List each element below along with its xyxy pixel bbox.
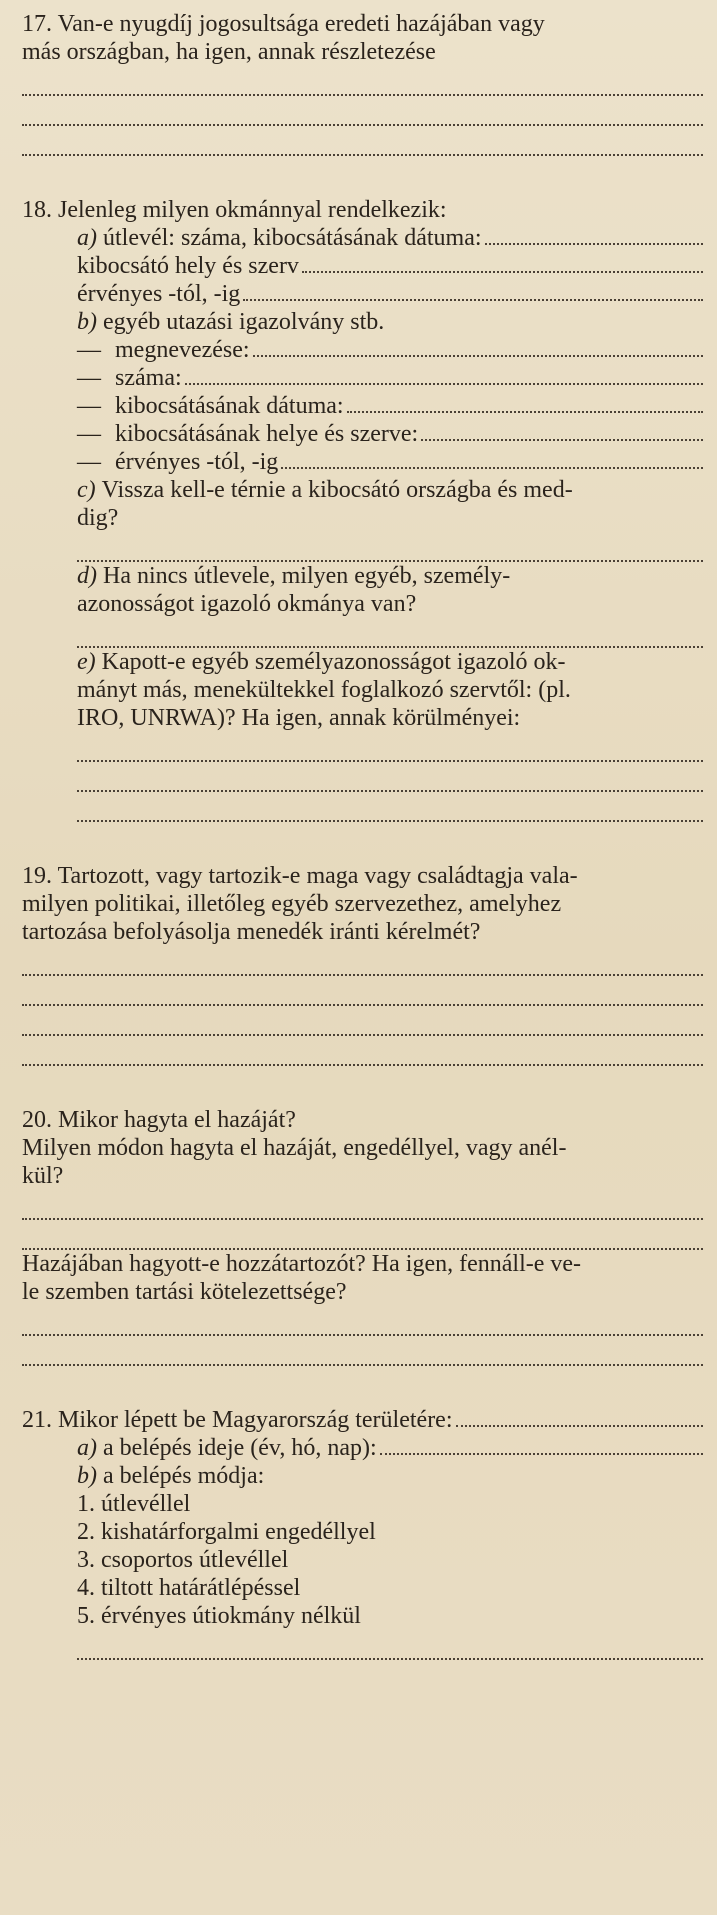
- q19-answer-line-4[interactable]: [22, 1036, 703, 1066]
- dash-mark: —: [77, 421, 101, 447]
- question-19: [22, 862, 703, 1066]
- q18-e-line-3: IRO, UNRWA)? Ha igen, annak körülményei:: [77, 705, 521, 731]
- question-21: [22, 1406, 703, 1660]
- q18-b-number-label: száma:: [115, 365, 182, 391]
- q18-b-line: [22, 308, 703, 336]
- q18-b-place-label: kibocsátásának helye és szerve:: [115, 421, 419, 447]
- q18-b-letter: b): [77, 309, 97, 335]
- q18-c-text-1: Vissza kell-e térnie a kibocsátó országba és med-: [101, 477, 573, 503]
- q18-e-text-1: Kapott-e egyéb személyazonosságot igazoló ok-: [101, 649, 566, 675]
- q21-heading: 21. Mikor lépett be Magyarország területére:: [22, 1407, 453, 1433]
- dash-mark: —: [77, 365, 101, 391]
- q18-b-date-label: kibocsátásának dátuma:: [115, 393, 344, 419]
- q21-option-3[interactable]: 3. csoportos útlevéllel: [77, 1547, 289, 1573]
- q19-text-line-2: milyen politikai, illetőleg egyéb szervezethez, amelyhez: [22, 891, 562, 917]
- q20-answer-line-4[interactable]: [22, 1336, 703, 1366]
- q18-b-text: egyéb utazási igazolvány stb.: [103, 309, 385, 335]
- q21-option-4[interactable]: 4. tiltott határátlépéssel: [77, 1575, 301, 1601]
- q18-heading: 18. Jelenleg milyen okmánnyal rendelkezik:: [22, 197, 447, 223]
- q18-d-line-2: azonosságot igazoló okmánya van?: [77, 591, 417, 617]
- q20-answer-line-1[interactable]: [22, 1190, 703, 1220]
- q18-b-valid-label: érvényes -tól, -ig: [115, 449, 279, 475]
- q18-e-line-2: mányt más, menekültekkel foglalkozó szervtől: (pl.: [77, 677, 571, 703]
- q21-a-line[interactable]: [22, 1434, 703, 1462]
- q18-e-line-1: [22, 648, 703, 676]
- q21-b-letter: b): [77, 1463, 97, 1489]
- q18-a-valid-line[interactable]: [22, 280, 703, 308]
- q18-c-line-2: dig?: [77, 505, 119, 531]
- q17-text-line-1: 17. Van-e nyugdíj jogosultsága eredeti hazájában vagy: [22, 11, 545, 37]
- q18-b-date-line[interactable]: [22, 392, 703, 420]
- q21-option-5[interactable]: 5. érvényes útiokmány nélkül: [77, 1603, 361, 1629]
- q18-a-letter: a): [77, 225, 97, 251]
- q18-e-answer-line-2[interactable]: [77, 762, 703, 792]
- q18-e-answer-line-3[interactable]: [77, 792, 703, 822]
- dash-mark: —: [77, 337, 101, 363]
- q18-b-name-line[interactable]: [22, 336, 703, 364]
- q20-answer-line-2[interactable]: [22, 1220, 703, 1250]
- question-17: [22, 10, 703, 156]
- q20-text-line-1: 20. Mikor hagyta el hazáját?: [22, 1107, 296, 1133]
- q21-option-2[interactable]: 2. kishatárforgalmi engedéllyel: [77, 1519, 376, 1545]
- dash-mark: —: [77, 449, 101, 475]
- q18-d-line-1: [22, 562, 703, 590]
- q20-text-line-2: Milyen módon hagyta el hazáját, engedéllyel, vagy anél-: [22, 1135, 567, 1161]
- q18-a-issuer-line[interactable]: [22, 252, 703, 280]
- q18-e-letter: e): [77, 649, 96, 675]
- q21-answer-line[interactable]: [77, 1630, 703, 1660]
- q17-answer-line-3[interactable]: [22, 126, 703, 156]
- q18-d-answer-line[interactable]: [77, 618, 703, 648]
- q18-c-answer-line[interactable]: [77, 532, 703, 562]
- question-20: [22, 1106, 703, 1366]
- q19-answer-line-2[interactable]: [22, 976, 703, 1006]
- q20-answer-line-3[interactable]: [22, 1306, 703, 1336]
- q19-text-line-3: tartozása befolyásolja menedék iránti kérelmét?: [22, 919, 481, 945]
- q18-c-letter: c): [77, 477, 96, 503]
- q18-d-text-1: Ha nincs útlevele, milyen egyéb, személy-: [103, 563, 511, 589]
- q17-answer-line-2[interactable]: [22, 96, 703, 126]
- q21-heading-line[interactable]: [22, 1406, 703, 1434]
- dash-mark: —: [77, 393, 101, 419]
- q20-text-line-3: kül?: [22, 1163, 64, 1189]
- q20-text-line-4: Hazájában hagyott-e hozzátartozót? Ha igen, fennáll-e ve-: [22, 1251, 582, 1277]
- q19-answer-line-1[interactable]: [22, 946, 703, 976]
- question-18: [22, 196, 703, 822]
- q21-b-line: [22, 1462, 703, 1490]
- q18-e-answer-line-1[interactable]: [77, 732, 703, 762]
- q17-answer-line-1[interactable]: [22, 66, 703, 96]
- q19-answer-line-3[interactable]: [22, 1006, 703, 1036]
- q18-a-issuer-label: kibocsátó hely és szerv: [77, 253, 299, 279]
- q18-c-line-1: [22, 476, 703, 504]
- q18-a-passport-line[interactable]: [22, 224, 703, 252]
- q18-a-text: útlevél: száma, kibocsátásának dátuma:: [103, 225, 482, 251]
- q18-b-name-label: megnevezése:: [115, 337, 250, 363]
- q21-a-text: a belépés ideje (év, hó, nap):: [103, 1435, 377, 1461]
- q18-b-number-line[interactable]: [22, 364, 703, 392]
- q18-d-letter: d): [77, 563, 97, 589]
- q18-b-place-line[interactable]: [22, 420, 703, 448]
- q21-b-text: a belépés módja:: [103, 1463, 265, 1489]
- q20-text-line-5: le szemben tartási kötelezettsége?: [22, 1279, 347, 1305]
- q18-a-valid-label: érvényes -tól, -ig: [77, 281, 241, 307]
- q21-a-letter: a): [77, 1435, 97, 1461]
- q17-text-line-2: más országban, ha igen, annak részletezése: [22, 39, 436, 65]
- q18-b-valid-line[interactable]: [22, 448, 703, 476]
- q21-option-1[interactable]: 1. útlevéllel: [77, 1491, 191, 1517]
- q19-text-line-1: 19. Tartozott, vagy tartozik-e maga vagy családtagja vala-: [22, 863, 578, 889]
